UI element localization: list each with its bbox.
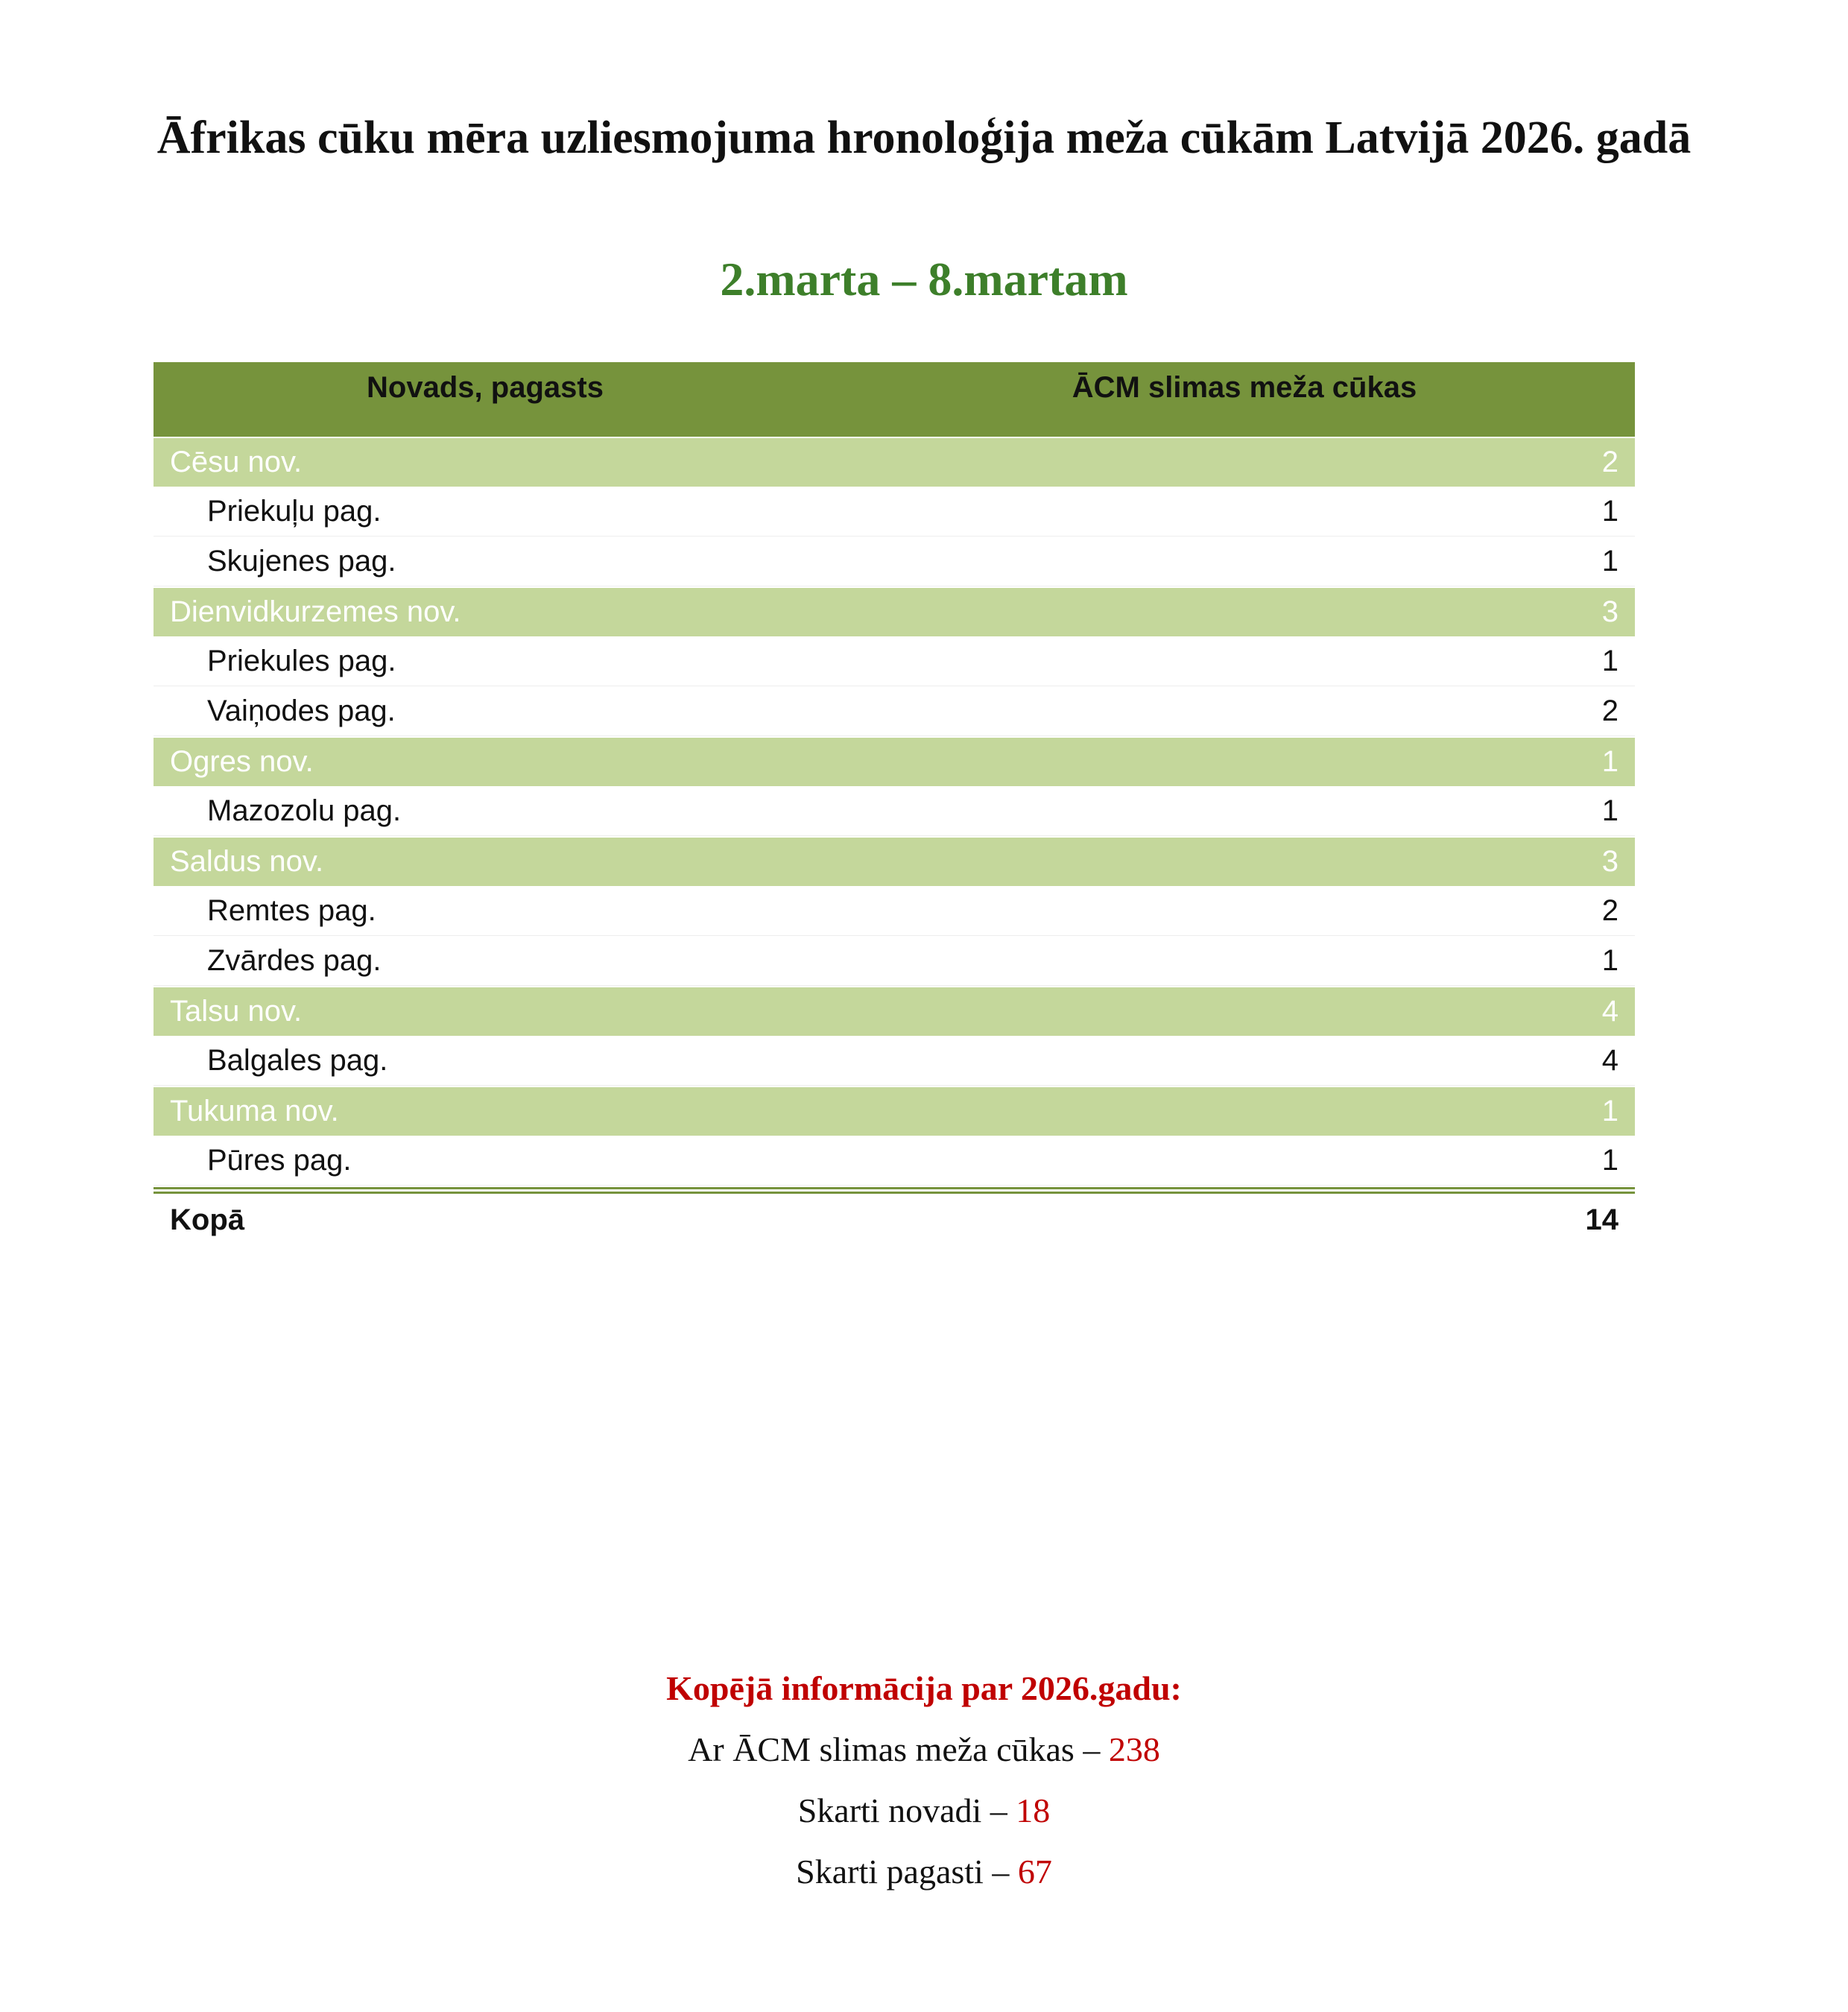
case-count: 1 — [1601, 1143, 1618, 1177]
district-name: Saldus nov. — [170, 845, 324, 878]
case-count: 4 — [1601, 995, 1618, 1028]
total-value: 14 — [1585, 1203, 1618, 1236]
parish-name: Zvārdes pag. — [207, 943, 382, 977]
summary-line-districts — [149, 1788, 1699, 1834]
case-count: 1 — [1601, 494, 1618, 528]
parish-row — [154, 487, 1635, 537]
parish-row — [154, 1036, 1635, 1086]
district-name: Cēsu nov. — [170, 446, 303, 478]
parish-row — [154, 1136, 1635, 1186]
district-row — [154, 986, 1635, 1036]
parish-name: Pūres pag. — [207, 1143, 352, 1177]
district-row — [154, 1086, 1635, 1136]
parish-name: Balgales pag. — [207, 1043, 388, 1077]
parish-row — [154, 936, 1635, 986]
district-row — [154, 836, 1635, 886]
district-row — [154, 437, 1635, 487]
case-count: 1 — [1601, 644, 1618, 677]
summary-heading: Kopējā informācija par 2026.gadu: — [666, 1669, 1182, 1707]
parish-name: Priekules pag. — [207, 644, 396, 677]
summary-line-cases — [149, 1727, 1699, 1773]
district-name: Dienvidkurzemes nov. — [170, 595, 461, 628]
table-body — [154, 437, 1635, 1186]
case-count: 2 — [1601, 893, 1618, 927]
parish-row — [154, 537, 1635, 586]
summary-label: Skarti pagasti – — [796, 1853, 1018, 1891]
case-count: 1 — [1601, 745, 1618, 778]
date-range: 2.marta – 8.martam — [720, 253, 1128, 306]
parish-name: Vaiņodes pag. — [207, 694, 396, 727]
summary-line-parishes — [149, 1849, 1699, 1895]
district-row — [154, 736, 1635, 786]
total-divider — [154, 1187, 1635, 1189]
parish-row — [154, 636, 1635, 686]
summary-value: 238 — [1108, 1730, 1160, 1768]
parish-name: Remtes pag. — [207, 893, 376, 927]
summary-label: Ar ĀCM slimas meža cūkas – — [688, 1730, 1109, 1768]
total-label: Kopā — [170, 1203, 244, 1236]
summary — [149, 1665, 1699, 1910]
header-cases: ĀCM slimas meža cūkas — [1072, 371, 1417, 404]
case-count: 1 — [1601, 794, 1618, 827]
table-header — [154, 362, 1635, 437]
case-count: 3 — [1601, 595, 1618, 628]
case-count: 2 — [1601, 446, 1618, 478]
district-name: Tukuma nov. — [170, 1095, 339, 1127]
case-count: 2 — [1601, 694, 1618, 727]
district-row — [154, 586, 1635, 636]
case-count: 4 — [1601, 1043, 1618, 1077]
parish-name: Priekuļu pag. — [207, 494, 382, 528]
total-row — [154, 1194, 1635, 1246]
district-name: Ogres nov. — [170, 745, 314, 778]
parish-name: Skujenes pag. — [207, 544, 396, 578]
summary-label: Skarti novadi – — [797, 1791, 1016, 1829]
parish-name: Mazozolu pag. — [207, 794, 402, 827]
summary-value: 18 — [1016, 1791, 1051, 1829]
header-region: Novads, pagasts — [367, 371, 604, 404]
summary-value: 67 — [1017, 1853, 1052, 1891]
parish-row — [154, 786, 1635, 836]
page-title: Āfrikas cūku mēra uzliesmojuma hronoloģija meža cūkām Latvijā 2026. gadā — [156, 113, 1692, 163]
parish-row — [154, 686, 1635, 736]
parish-row — [154, 886, 1635, 936]
case-count: 1 — [1601, 1095, 1618, 1127]
case-count: 1 — [1601, 544, 1618, 578]
case-count: 1 — [1601, 943, 1618, 977]
case-count: 3 — [1601, 845, 1618, 878]
district-name: Talsu nov. — [170, 995, 303, 1028]
cases-table — [154, 362, 1635, 1246]
